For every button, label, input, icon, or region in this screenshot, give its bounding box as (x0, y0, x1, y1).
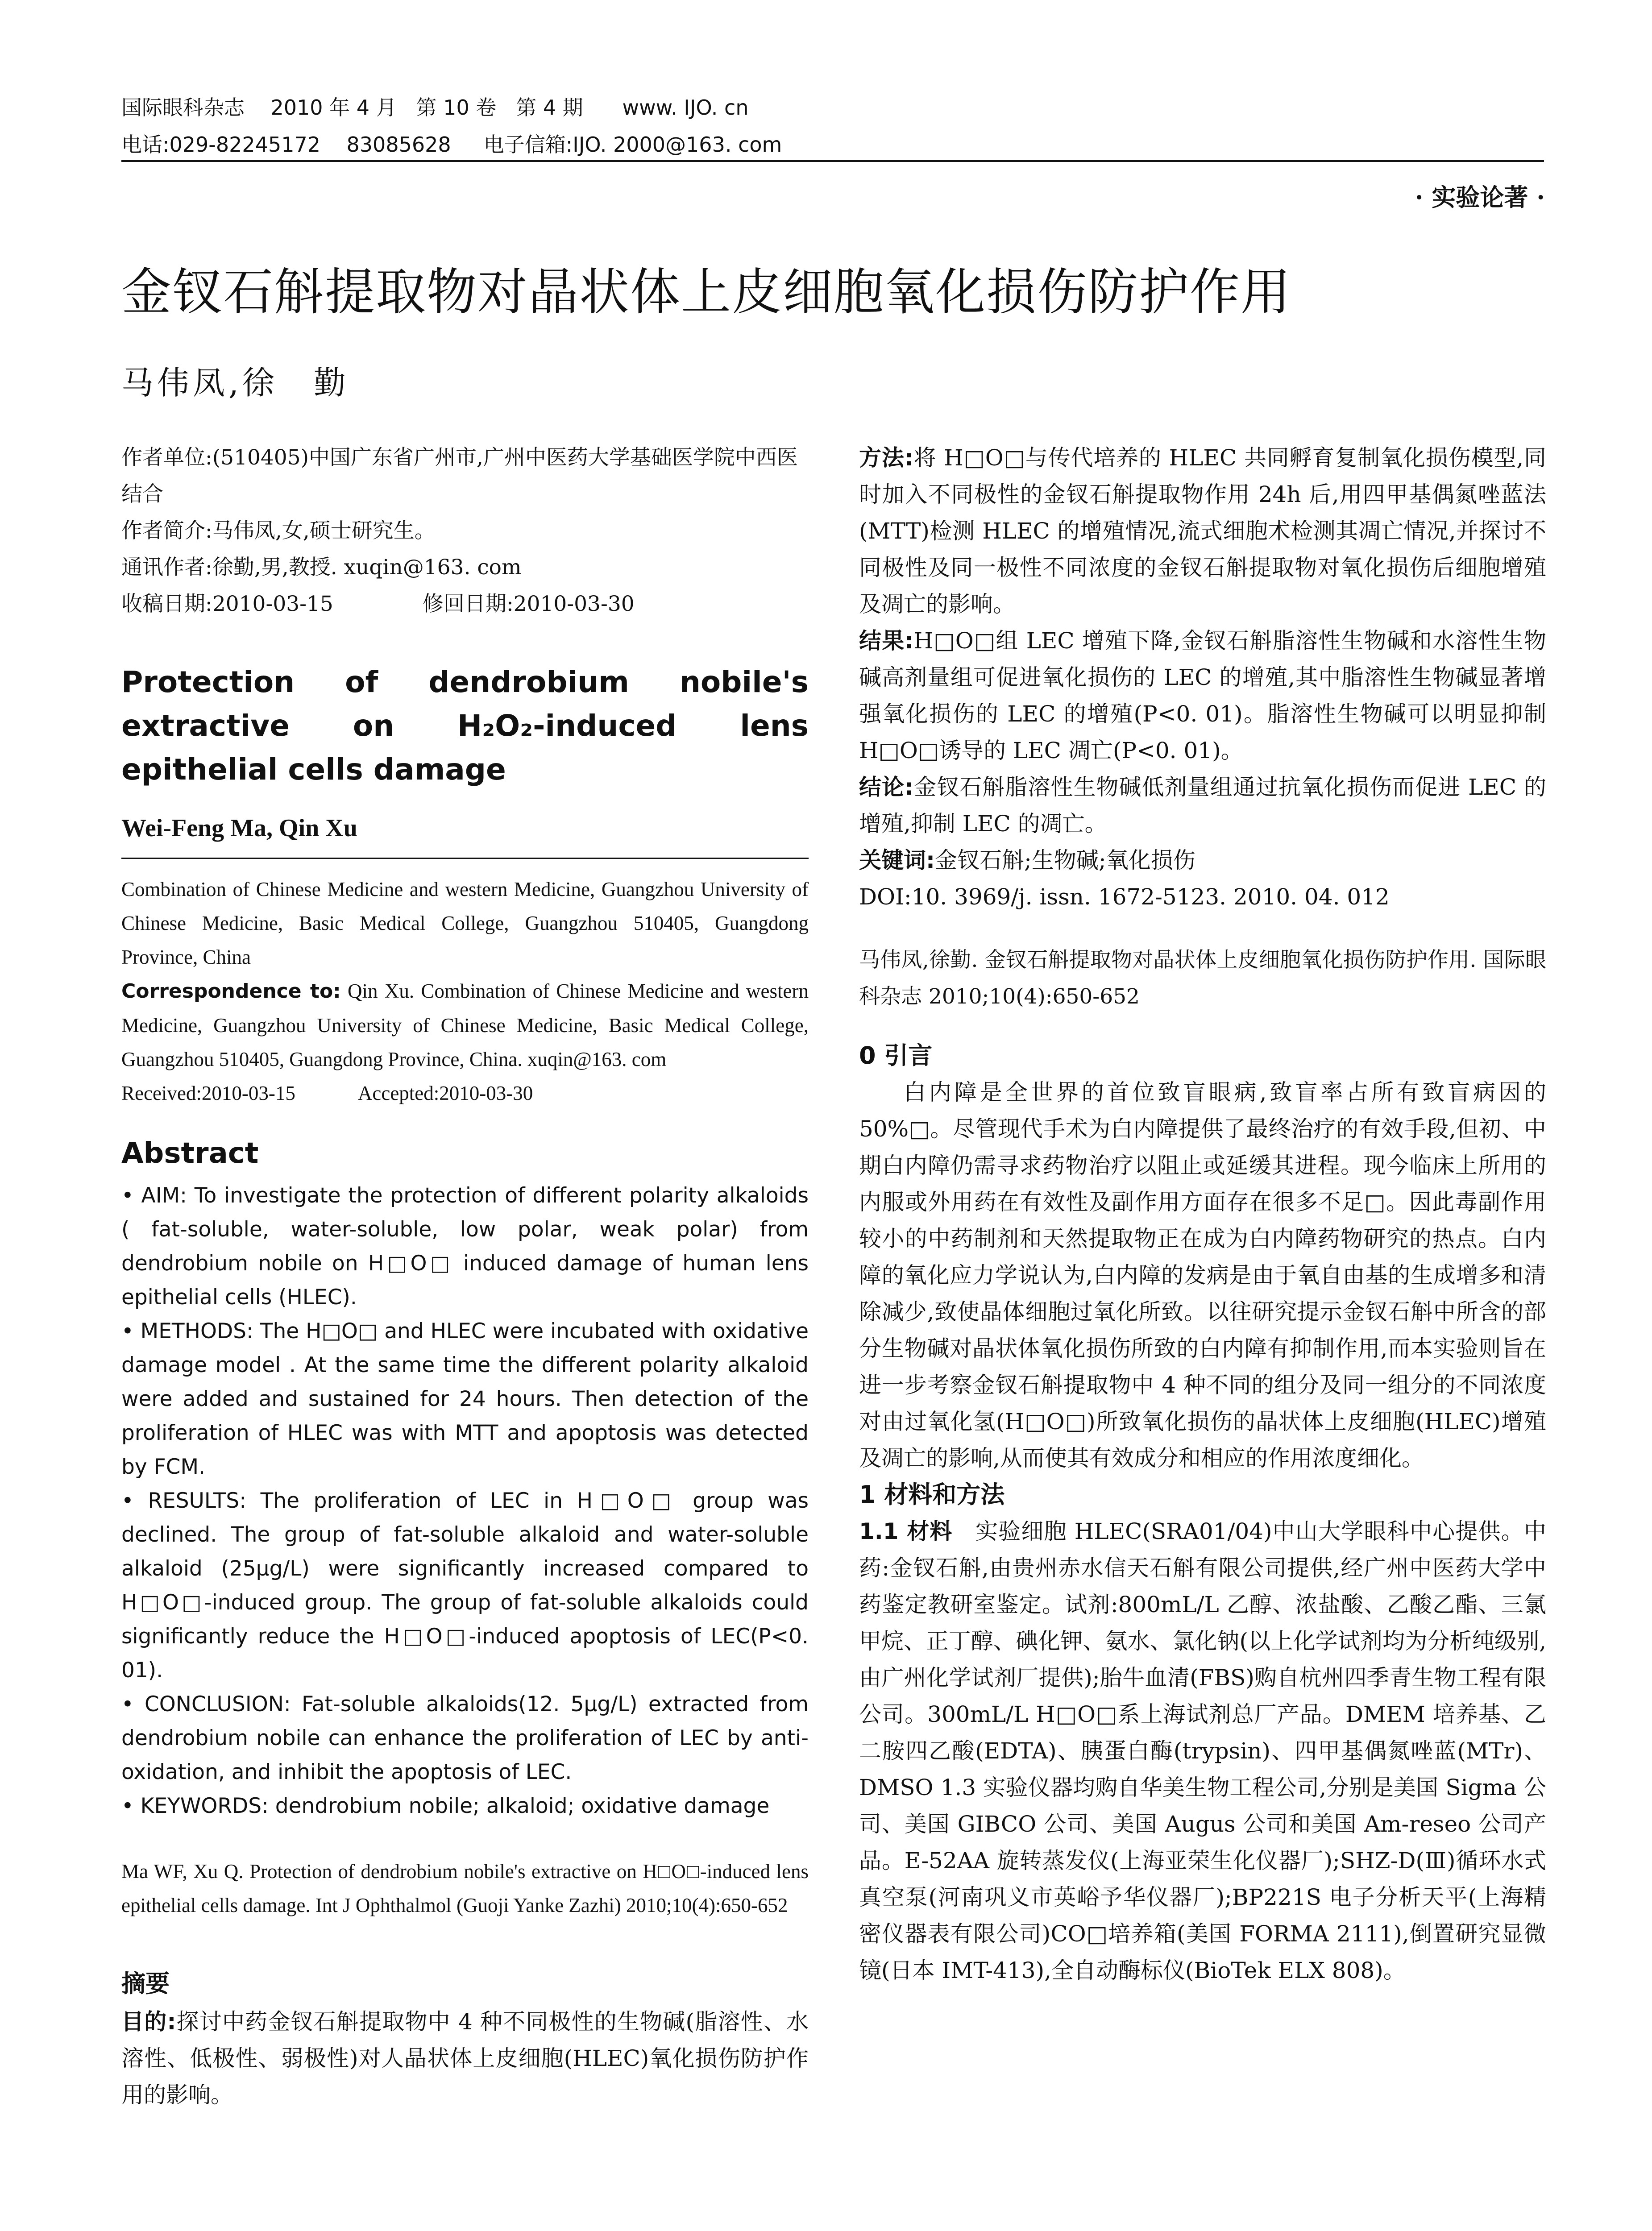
correspondence-label: Correspondence to: (121, 980, 341, 1003)
abstract-cn-methods: 方法:将 H□O□与传代培养的 HLEC 共同孵育复制氧化损伤模型,同时加入不同极性的金钗石斛提取物作用 24h 后,用四甲基偶氮唑蓝法(MTT)检测 HLEC 的增殖情况,流式细胞术检测其凋亡情况,并探讨不同极性及同一极性不同浓度的金钗石斛提取物对氧化损伤后细胞增殖及凋亡的影响。 (859, 445, 1546, 617)
dates-en (121, 1076, 809, 1110)
abstract-cn-heading: 摘要 (121, 1970, 170, 1998)
journal-header-line1: 国际眼科杂志 2010 年 4 月 第 10 卷 第 4 期 www. IJO. cn (121, 95, 749, 120)
dates-cn (121, 586, 809, 622)
abstract-heading: Abstract (121, 1137, 259, 1170)
received-date: 收稿日期:2010-03-15 (121, 592, 333, 616)
doi: DOI:10. 3969/j. issn. 1672-5123. 2010. 04. 012 (859, 884, 1390, 910)
article-title-en: Protection of dendrobium nobile's extractive on H₂O₂-induced lens epithelial cells damage (121, 665, 809, 787)
authors-en: Wei-Feng Ma, Qin Xu (121, 814, 357, 842)
journal-header-line2: 电话:029-82245172 83085628 电子信箱:IJO. 2000@163. com (121, 133, 782, 157)
affiliation-en: Combination of Chinese Medicine and western Medicine, Guangzhou University of Chinese Medicine, Basic Medical College, Guangzhou 510405, Guangdong Province, China (121, 878, 809, 968)
section-tag: · 实验论著 · (1415, 183, 1545, 211)
citation-en: Ma WF, Xu Q. Protection of dendrobium nobile's extractive on H□O□-induced lens epithelial cells damage. Int J Ophthalmol (Guoji Yanke Zazhi) 2010;10(4):650-652 (121, 1860, 809, 1916)
revised-date: 修回日期:2010-03-30 (422, 592, 635, 616)
received-en: Received:2010-03-15 (121, 1082, 295, 1104)
author-bio: 作者简介:马伟凤,女,硕士研究生。 (121, 518, 436, 543)
left-column (121, 440, 809, 2113)
intro-text: 白内障是全世界的首位致盲眼病,致盲率占所有致盲病因的 50%□。尽管现代手术为白内障提供了最终治疗的有效手段,但初、中期白内障仍需寻求药物治疗以阻止或延缓其进程。现今临床上所用的内服或外用药在有效性及副作用方面存在很多不足□。因此毒副作用较小的中药制剂和天然提取物正在成为白内障药物研究的热点。白内障的氧化应力学说认为,白内障的发病是由于氧自由基的生成增多和清除减少,致使晶体细胞过氧化所致。以往研究提示金钗石斛中所含的部分生物碱对晶状体氧化损伤所致的白内障有抑制作用,而本实验则旨在进一步考察金钗石斛提取物中 4 种不同的组分及同一组分的不同浓度对由过氧化氢(H□O□)所致氧化损伤的晶状体上皮细胞(HLEC)增殖及凋亡的影响,从而使其有效成分和相应的作用浓度细化。 (859, 1079, 1546, 1471)
abstract-cn-purpose: 目的:探讨中药金钗石斛提取物中 4 种不同极性的生物碱(脂溶性、水溶性、低极性、弱极性)对人晶状体上皮细胞(HLEC)氧化损伤防护作用的影响。 (121, 2009, 809, 2108)
authors-cn: 马伟凤,徐 勤 (121, 364, 349, 402)
abstract-methods: • METHODS: The H□O□ and HLEC were incubated with oxidative damage model . At the same time the different polarity alkaloid were added and sustained for 24 hours. Then detection of the proliferation of HLEC was with MTT and apoptosis was detected by FCM. (121, 1319, 809, 1479)
abstract-conclusion: • CONCLUSION: Fat-soluble alkaloids(12. 5μg/L) extracted from dendrobium nobile can enhance the proliferation of LEC by anti-oxidation, and inhibit the apoptosis of LEC. (121, 1692, 809, 1784)
accepted-en: Accepted:2010-03-30 (357, 1082, 533, 1104)
abstract-results: • RESULTS: The proliferation of LEC in H□O□ group was declined. The group of fat-soluble alkaloid and water-soluble alkaloid (25μg/L) were significantly increased compared to H□O□-induced group. The group of fat-soluble alkaloids could significantly reduce the H□O□-induced apoptosis of LEC(P<0. 01). (121, 1489, 809, 1683)
abstract-cn-results: 结果:H□O□组 LEC 增殖下降,金钗石斛脂溶性生物碱和水溶性生物碱高剂量组可促进氧化损伤的 LEC 的增殖,其中脂溶性生物碱显著增强氧化损伤的 LEC 的增殖(P<0. 01)。脂溶性生物碱可以明显抑制 H□O□诱导的 LEC 凋亡(P<0. 01)。 (859, 628, 1547, 763)
materials-text: 1.1 材料 实验细胞 HLEC(SRA01/04)中山大学眼科中心提供。中药:金钗石斛,由贵州赤水信天石斛有限公司提供,经广州中医药大学中药鉴定教研室鉴定。试剂:800mL/L 乙醇、浓盐酸、乙酸乙酯、三氯甲烷、正丁醇、碘化钾、氨水、氯化钠(以上化学试剂均为分析纯级别,由广州化学试剂厂提供);胎牛血清(FBS)购自杭州四季青生物工程有限公司。300mL/L H□O□系上海试剂总厂产品。DMEM 培养基、乙二胺四乙酸(EDTA)、胰蛋白酶(trypsin)、四甲基偶氮唑蓝(MTr)、DMSO 1.3 实验仪器均购自华美生物工程公司,分别是美国 Sigma 公司、美国 GIBCO 公司、美国 Augus 公司和美国 Am-reseo 公司产品。E-52AA 旋转蒸发仪(上海亚荣生化仪器厂);SHZ-D(Ⅲ)循环水式真空泵(河南巩义市英峪予华仪器厂);BP221S 电子分析天平(上海精密仪器表有限公司)CO□培养箱(美国 FORMA 2111),倒置研究显微镜(日本 IMT-413),全自动酶标仪(BioTek ELX 808)。 (859, 1518, 1546, 1983)
affiliation-cn: 作者单位:(510405)中国广东省广州市,广州中医药大学基础医学院中西医结合 (121, 445, 798, 506)
correspondence-en: Correspondence to: Qin Xu. Combination of Chinese Medicine and western Medicine, Guangzhou University of Chinese Medicine, Basic Medical College, Guangzhou 510405, Guangdong Province, China. xuqin@163. com (121, 980, 809, 1070)
citation-cn: 马伟凤,徐勤. 金钗石斛提取物对晶状体上皮细胞氧化损伤防护作用. 国际眼科杂志 2010;10(4):650-652 (859, 948, 1546, 1009)
affiliation-en-block (121, 872, 809, 1110)
correspondence-cn: 通讯作者:徐勤,男,教授. xuqin@163. com (121, 555, 522, 580)
abstract-aim: • AIM: To investigate the protection of different polarity alkaloids ( fat-soluble, water-soluble, low polar, weak polar) from dendrobium nobile on H□O□ induced damage of human lens epithelial cells (HLEC). (121, 1183, 809, 1310)
right-column (859, 440, 1546, 1989)
intro-heading: 0 引言 (859, 1041, 933, 1070)
author-meta (121, 440, 809, 622)
abstract-cn-keywords: 关键词:金钗石斛;生物碱;氧化损伤 (859, 847, 1195, 873)
authors-rule (121, 858, 809, 859)
header-rule (121, 160, 1544, 162)
abstract-keywords: • KEYWORDS: dendrobium nobile; alkaloid; oxidative damage (121, 1794, 770, 1818)
article-title-cn: 金钗石斛提取物对晶状体上皮细胞氧化损伤防护作用 (121, 263, 1291, 321)
abstract-cn-conclusion: 结论:金钗石斛脂溶性生物碱低剂量组通过抗氧化损伤而促进 LEC 的增殖,抑制 LEC 的凋亡。 (859, 774, 1547, 837)
methods-heading: 1 材料和方法 (859, 1480, 1005, 1509)
